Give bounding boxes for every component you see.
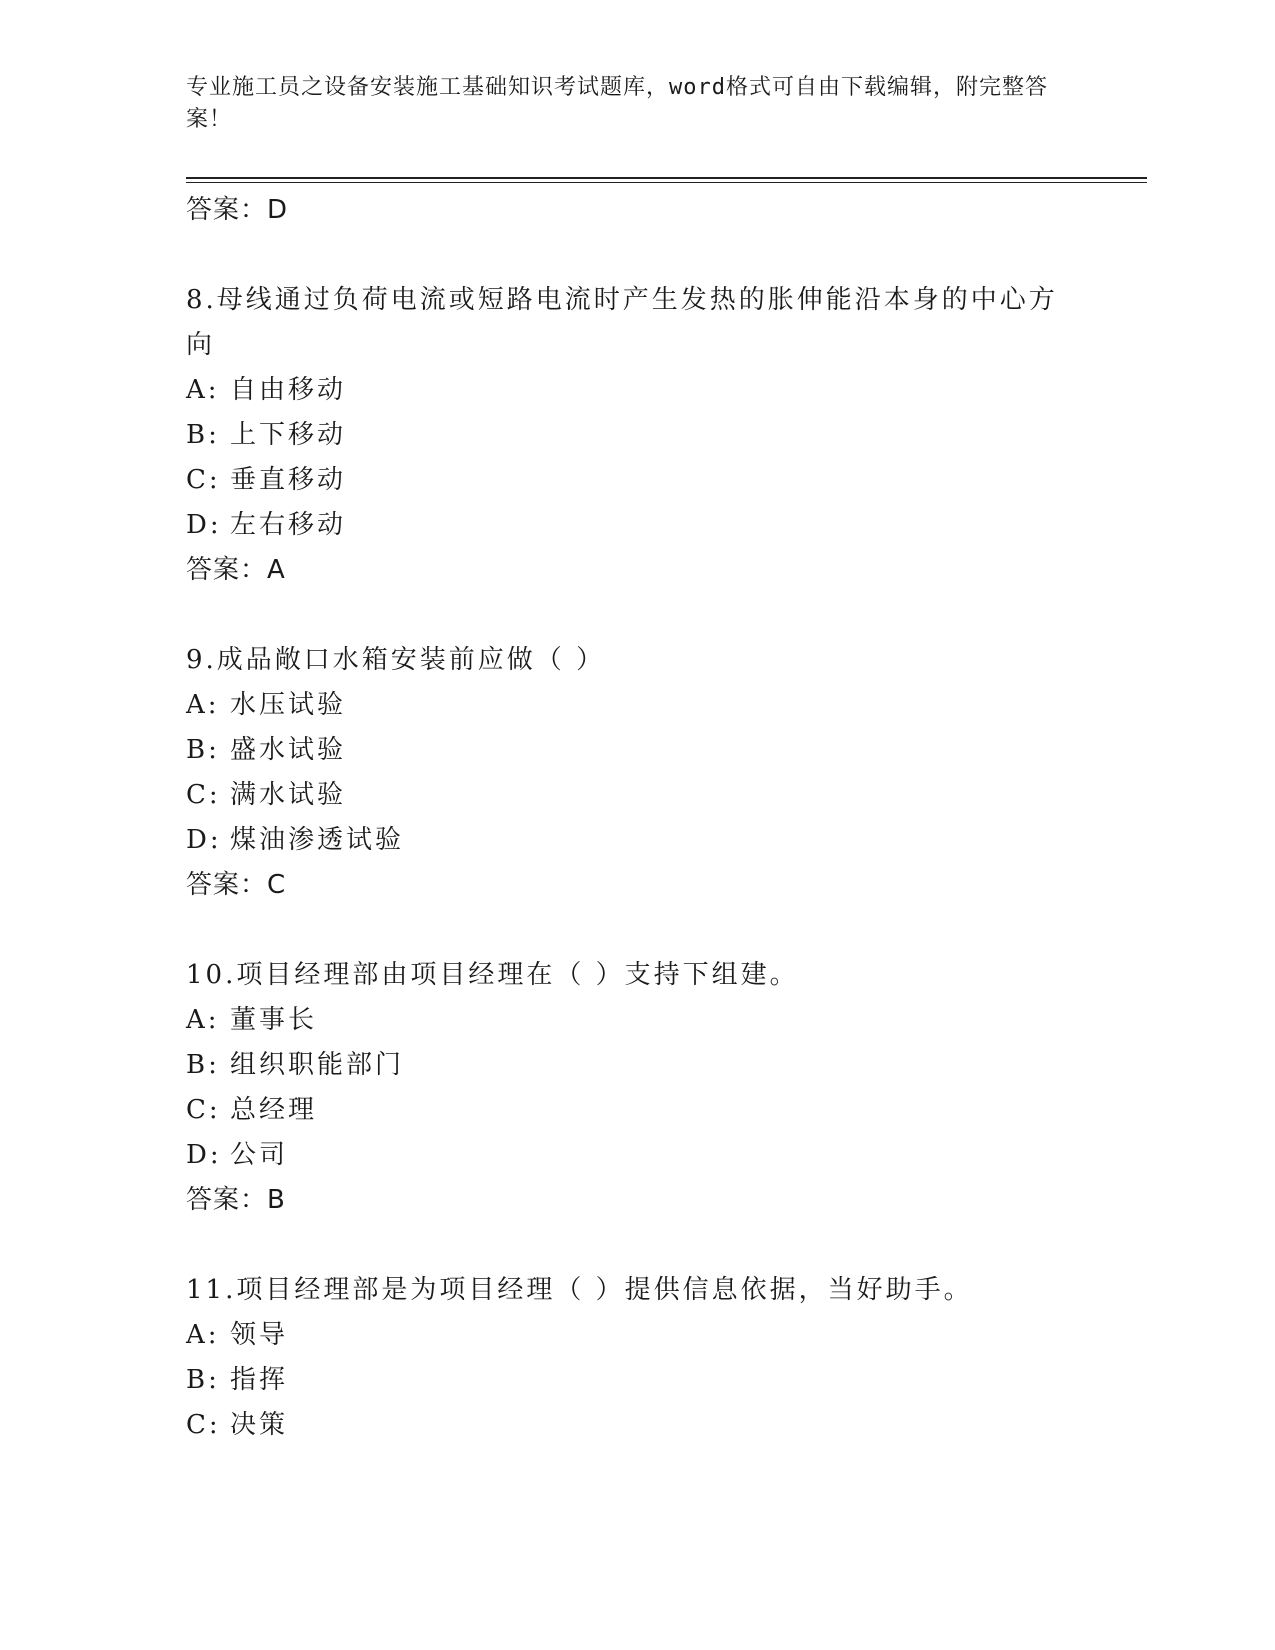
header-rule-thick [186,177,1147,179]
option-b [186,1358,1086,1403]
option-text: 上下移动 [230,420,347,450]
option-c [186,773,1086,818]
option-text: 组织职能部门 [230,1050,405,1080]
option-text: 指挥 [230,1365,289,1395]
header-rule-thin [186,182,1147,183]
answer: 答案：B [186,1185,286,1215]
option-d [186,818,1086,863]
option-c [186,1088,1086,1133]
option-text: 决策 [230,1410,289,1440]
option-text: 垂直移动 [230,465,347,495]
option-text: 公司 [230,1140,289,1170]
question-11 [186,1268,1086,1448]
option-text: 盛水试验 [230,735,347,765]
option-text: 水压试验 [230,690,347,720]
option-text: 自由移动 [230,375,347,405]
option-b [186,728,1086,773]
option-key: D: [186,1140,222,1170]
question-8 [186,278,1086,593]
option-b [186,1043,1086,1088]
question-title: 9.成品敞口水箱安装前应做（ ） [186,645,606,675]
option-a [186,368,1086,413]
option-text: 满水试验 [230,780,347,810]
option-key: C: [186,780,221,810]
question-list [186,188,1086,1448]
option-text: 领导 [230,1320,289,1350]
option-key: D: [186,510,222,540]
answer: 答案：A [186,555,286,585]
option-text: 总经理 [230,1095,318,1125]
option-key: C: [186,465,221,495]
option-key: C: [186,1410,221,1440]
previous-answer: 答案：D [186,195,289,225]
question-title: 8.母线通过负荷电流或短路电流时产生发热的胀伸能沿本身的中心方 [186,285,1058,315]
option-key: A: [186,375,220,405]
document-header: 专业施工员之设备安装施工基础知识考试题库，word格式可自由下载编辑，附完整答案！ [186,75,1048,132]
option-a [186,683,1086,728]
option-d [186,503,1086,548]
option-key: B: [186,1365,220,1395]
option-key: A: [186,690,220,720]
option-text: 煤油渗透试验 [230,825,405,855]
option-key: C: [186,1095,221,1125]
option-key: A: [186,1005,220,1035]
option-key: A: [186,1320,220,1350]
question-title: 11.项目经理部是为项目经理（ ）提供信息依据，当好助手。 [186,1275,973,1305]
option-key: B: [186,420,220,450]
option-a [186,1313,1086,1358]
option-c [186,1403,1086,1448]
option-b [186,413,1086,458]
option-c [186,458,1086,503]
option-key: B: [186,735,220,765]
option-key: B: [186,1050,220,1080]
question-title-continued: 向 [186,330,216,360]
question-9 [186,638,1086,908]
option-a [186,998,1086,1043]
question-10 [186,953,1086,1223]
option-key: D: [186,825,222,855]
option-d [186,1133,1086,1178]
option-text: 左右移动 [230,510,347,540]
question-title: 10.项目经理部由项目经理在（ ）支持下组建。 [186,960,799,990]
option-text: 董事长 [230,1005,318,1035]
answer: 答案：C [186,870,287,900]
